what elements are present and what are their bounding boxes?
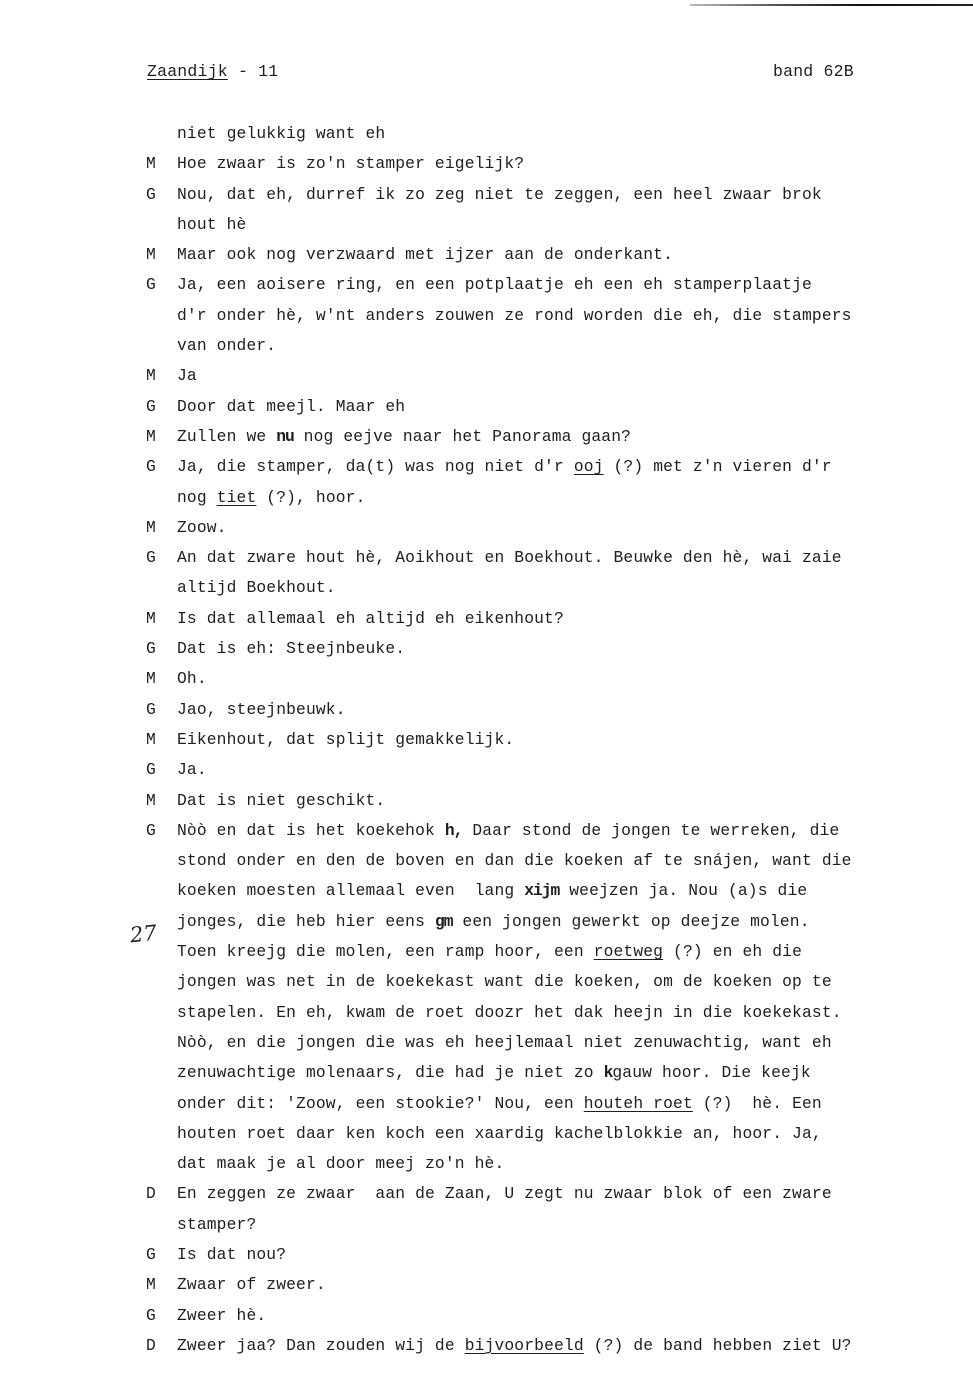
utterance-text bbox=[177, 1240, 286, 1270]
transcript-line bbox=[146, 180, 926, 210]
uncertain-word: ooj bbox=[573, 457, 604, 477]
uncertain-word: tiet bbox=[216, 487, 257, 507]
transcript-line bbox=[146, 240, 926, 270]
transcript-line bbox=[146, 1270, 926, 1300]
text-segment: Toen kreejg die molen, een ramp hoor, een bbox=[177, 942, 594, 962]
utterance-text bbox=[177, 755, 207, 785]
text-segment: stamper? bbox=[177, 1214, 257, 1234]
text-segment: jonges, die heb hier eens bbox=[177, 911, 435, 931]
document-title: Zaandijk bbox=[147, 62, 228, 81]
utterance-text bbox=[177, 361, 197, 391]
transcript-line bbox=[146, 1301, 926, 1331]
overtyped-text: h, bbox=[444, 820, 463, 840]
transcript-line bbox=[146, 998, 926, 1028]
transcript-line bbox=[146, 755, 926, 785]
utterance-text bbox=[177, 392, 405, 422]
utterance-text bbox=[177, 513, 227, 543]
speaker-label: M bbox=[146, 729, 156, 749]
utterance-text bbox=[177, 1119, 822, 1149]
transcript-line bbox=[146, 846, 926, 876]
text-segment: stond onder en den de boven en dan die koeken af te snájen, want die bbox=[177, 851, 852, 871]
text-segment: altijd Boekhout. bbox=[177, 578, 336, 598]
transcript-line bbox=[146, 725, 926, 755]
text-segment: Oh. bbox=[177, 669, 207, 689]
speaker-label: G bbox=[146, 639, 156, 659]
speaker-label: G bbox=[146, 275, 156, 295]
transcript-line bbox=[146, 483, 926, 513]
transcript-line bbox=[146, 604, 926, 634]
text-segment: Zwaar of zweer. bbox=[177, 1275, 326, 1295]
transcript-line bbox=[146, 513, 926, 543]
speaker-label: G bbox=[146, 820, 156, 840]
transcript-line bbox=[146, 392, 926, 422]
utterance-text bbox=[177, 483, 366, 513]
speaker-label: M bbox=[146, 245, 156, 265]
text-segment: Is dat allemaal eh altijd eh eikenhout? bbox=[177, 608, 564, 628]
utterance-text bbox=[177, 180, 822, 210]
text-segment: Hoe zwaar is zo'n stamper eigelijk? bbox=[177, 154, 525, 174]
text-segment: Daar stond de jongen te werreken, die bbox=[462, 820, 840, 840]
transcript-line bbox=[146, 1119, 926, 1149]
text-segment: Eikenhout, dat splijt gemakkelijk. bbox=[177, 729, 515, 749]
text-segment: onder dit: 'Zoow, een stookie?' Nou, een bbox=[177, 1093, 584, 1113]
uncertain-word: roetweg bbox=[593, 942, 664, 962]
text-segment: stapelen. En eh, kwam de roet doozr het dak heejn in die koekekast. bbox=[177, 1002, 842, 1022]
speaker-label: G bbox=[146, 1244, 156, 1264]
speaker-label: G bbox=[146, 760, 156, 780]
text-segment: Ja. bbox=[177, 760, 207, 780]
utterance-text bbox=[177, 604, 564, 634]
text-segment: Dat is niet geschikt. bbox=[177, 790, 386, 810]
utterance-text bbox=[177, 998, 842, 1028]
transcript-line bbox=[146, 270, 926, 300]
text-segment: hout hè bbox=[177, 214, 247, 234]
overtyped-text: xijm bbox=[524, 881, 560, 901]
speaker-label: D bbox=[146, 1184, 156, 1204]
text-segment: Zoow. bbox=[177, 517, 227, 537]
text-segment: jongen was net in de koekekast want die koeken, om de koeken op te bbox=[177, 972, 832, 992]
transcript-line bbox=[146, 816, 926, 846]
text-segment: een jongen gewerkt op deejze molen. bbox=[452, 911, 810, 931]
text-segment: Is dat nou? bbox=[177, 1244, 287, 1264]
utterance-text bbox=[177, 1149, 504, 1179]
transcript-line bbox=[146, 1058, 926, 1088]
transcript-line bbox=[146, 876, 926, 906]
utterance-text bbox=[177, 786, 385, 816]
handwritten-margin-note: 27 bbox=[128, 920, 158, 948]
utterance-text bbox=[177, 907, 810, 937]
text-segment: (?), hoor. bbox=[256, 487, 366, 507]
text-segment: gauw hoor. Die keejk bbox=[612, 1063, 811, 1083]
utterance-text bbox=[177, 1028, 832, 1058]
transcript-line bbox=[146, 937, 926, 967]
transcript-line bbox=[146, 361, 926, 391]
text-segment: Door dat meejl. Maar eh bbox=[177, 396, 406, 416]
transcript-line bbox=[146, 331, 926, 361]
utterance-text bbox=[177, 846, 852, 876]
utterance-text bbox=[177, 240, 673, 270]
transcript-line bbox=[146, 573, 926, 603]
utterance-text bbox=[177, 452, 832, 482]
transcript-line bbox=[146, 119, 926, 149]
utterance-text bbox=[177, 1331, 852, 1361]
speaker-label: M bbox=[146, 366, 156, 386]
transcript-body bbox=[146, 119, 926, 1361]
utterance-text bbox=[177, 1179, 832, 1209]
text-segment: Maar ook nog verzwaard met ijzer aan de onderkant. bbox=[177, 245, 674, 265]
text-segment: Zullen we bbox=[177, 426, 277, 446]
utterance-text bbox=[177, 1270, 326, 1300]
utterance-text bbox=[177, 543, 842, 573]
scan-edge-line bbox=[690, 4, 973, 6]
utterance-text bbox=[177, 634, 405, 664]
transcript-line bbox=[146, 1149, 926, 1179]
transcript-line bbox=[146, 1240, 926, 1270]
text-segment: dat maak je al door meej zo'n hè. bbox=[177, 1154, 505, 1174]
text-segment: van onder. bbox=[177, 336, 277, 356]
text-segment: (?) hè. Een bbox=[692, 1093, 822, 1113]
utterance-text bbox=[177, 695, 346, 725]
speaker-label: G bbox=[146, 184, 156, 204]
text-segment: niet gelukkig want eh bbox=[177, 124, 386, 143]
transcript-line bbox=[146, 543, 926, 573]
utterance-text bbox=[177, 725, 514, 755]
text-segment: (?) en eh die bbox=[663, 942, 802, 962]
text-segment: nog bbox=[177, 487, 217, 507]
utterance-text bbox=[177, 1301, 266, 1331]
transcript-line bbox=[146, 786, 926, 816]
transcript-line bbox=[146, 634, 926, 664]
uncertain-word: bijvoorbeeld bbox=[464, 1335, 584, 1355]
utterance-text bbox=[177, 301, 852, 331]
text-segment: Jao, steejnbeuwk. bbox=[177, 699, 346, 719]
utterance-text bbox=[177, 816, 839, 846]
transcript-line bbox=[146, 1331, 926, 1361]
utterance-text bbox=[177, 149, 524, 179]
utterance-text bbox=[177, 1089, 822, 1119]
transcript-line bbox=[146, 1179, 926, 1209]
speaker-label: M bbox=[146, 517, 156, 537]
text-segment: En zeggen ze zwaar aan de Zaan, U zegt nu zwaar blok of een zware bbox=[177, 1184, 832, 1204]
utterance-text bbox=[177, 422, 631, 452]
utterance-text bbox=[177, 967, 832, 997]
transcript-line bbox=[146, 695, 926, 725]
transcript-line bbox=[146, 664, 926, 694]
utterance-text bbox=[177, 1058, 811, 1088]
utterance-text bbox=[177, 876, 807, 906]
text-segment: An dat zware hout hè, Aoikhout en Boekhout. Beuwke den hè, wai zaie bbox=[177, 548, 842, 568]
speaker-label: M bbox=[146, 154, 156, 174]
text-segment: Nou, dat eh, durref ik zo zeg niet te zeggen, een heel zwaar brok bbox=[177, 184, 822, 204]
speaker-label: G bbox=[146, 548, 156, 568]
transcript-line bbox=[146, 149, 926, 179]
text-segment: Zweer jaa? Dan zouden wij de bbox=[177, 1335, 465, 1355]
tape-label: band 62B bbox=[773, 62, 854, 81]
text-segment: Ja, een aoisere ring, en een potplaatje eh een eh stamperplaatje bbox=[177, 275, 812, 295]
speaker-label: G bbox=[146, 457, 156, 477]
utterance-text bbox=[177, 1210, 256, 1240]
transcript-line bbox=[146, 1089, 926, 1119]
speaker-label: G bbox=[146, 699, 156, 719]
text-segment: Zweer hè. bbox=[177, 1305, 267, 1325]
transcript-line bbox=[146, 967, 926, 997]
utterance-text bbox=[177, 119, 385, 149]
text-segment: Nòò en dat is het koekehok bbox=[177, 820, 445, 840]
speaker-label: M bbox=[146, 669, 156, 689]
speaker-label: G bbox=[146, 1305, 156, 1325]
transcript-line bbox=[146, 1210, 926, 1240]
utterance-text bbox=[177, 270, 812, 300]
speaker-label: M bbox=[146, 1275, 156, 1295]
utterance-text bbox=[177, 664, 207, 694]
uncertain-word: houteh roet bbox=[583, 1093, 693, 1113]
overtyped-text: k bbox=[603, 1063, 613, 1083]
transcript-line bbox=[146, 452, 926, 482]
utterance-text bbox=[177, 210, 246, 240]
text-segment: nog eejve naar het Panorama gaan? bbox=[293, 426, 632, 446]
utterance-text bbox=[177, 937, 802, 967]
text-segment: weejzen ja. Nou (a)s die bbox=[559, 881, 808, 901]
overtyped-text: gm bbox=[434, 911, 453, 931]
text-segment: Nòò, en die jongen die was eh heejlemaal niet zenuwachtig, want eh bbox=[177, 1032, 832, 1052]
text-segment: Ja, die stamper, da(t) was nog niet d'r bbox=[177, 457, 574, 477]
text-segment: (?) met z'n vieren d'r bbox=[603, 457, 832, 477]
speaker-label: M bbox=[146, 790, 156, 810]
transcript-line bbox=[146, 907, 926, 937]
transcript-line bbox=[146, 301, 926, 331]
page-header-left bbox=[147, 62, 278, 81]
speaker-label: M bbox=[146, 608, 156, 628]
text-segment: koeken moesten allemaal even lang bbox=[177, 881, 525, 901]
transcript-line bbox=[146, 210, 926, 240]
speaker-label: D bbox=[146, 1335, 156, 1355]
text-segment: d'r onder hè, w'nt anders zouwen ze rond worden die eh, die stampers bbox=[177, 305, 852, 325]
text-segment: Ja bbox=[177, 366, 197, 386]
speaker-label: M bbox=[146, 426, 156, 446]
page-number: - 11 bbox=[237, 62, 279, 81]
overtyped-text: nu bbox=[276, 426, 294, 446]
text-segment: houten roet daar ken koch een xaardig kachelblokkie an, hoor. Ja, bbox=[177, 1123, 822, 1143]
transcript-line bbox=[146, 1028, 926, 1058]
utterance-text bbox=[177, 331, 276, 361]
transcript-line bbox=[146, 422, 926, 452]
utterance-text bbox=[177, 573, 336, 603]
text-segment: (?) de band hebben ziet U? bbox=[583, 1335, 852, 1355]
text-segment: zenuwachtige molenaars, die had je niet zo bbox=[177, 1063, 604, 1083]
text-segment: Dat is eh: Steejnbeuke. bbox=[177, 639, 406, 659]
speaker-label: G bbox=[146, 396, 156, 416]
